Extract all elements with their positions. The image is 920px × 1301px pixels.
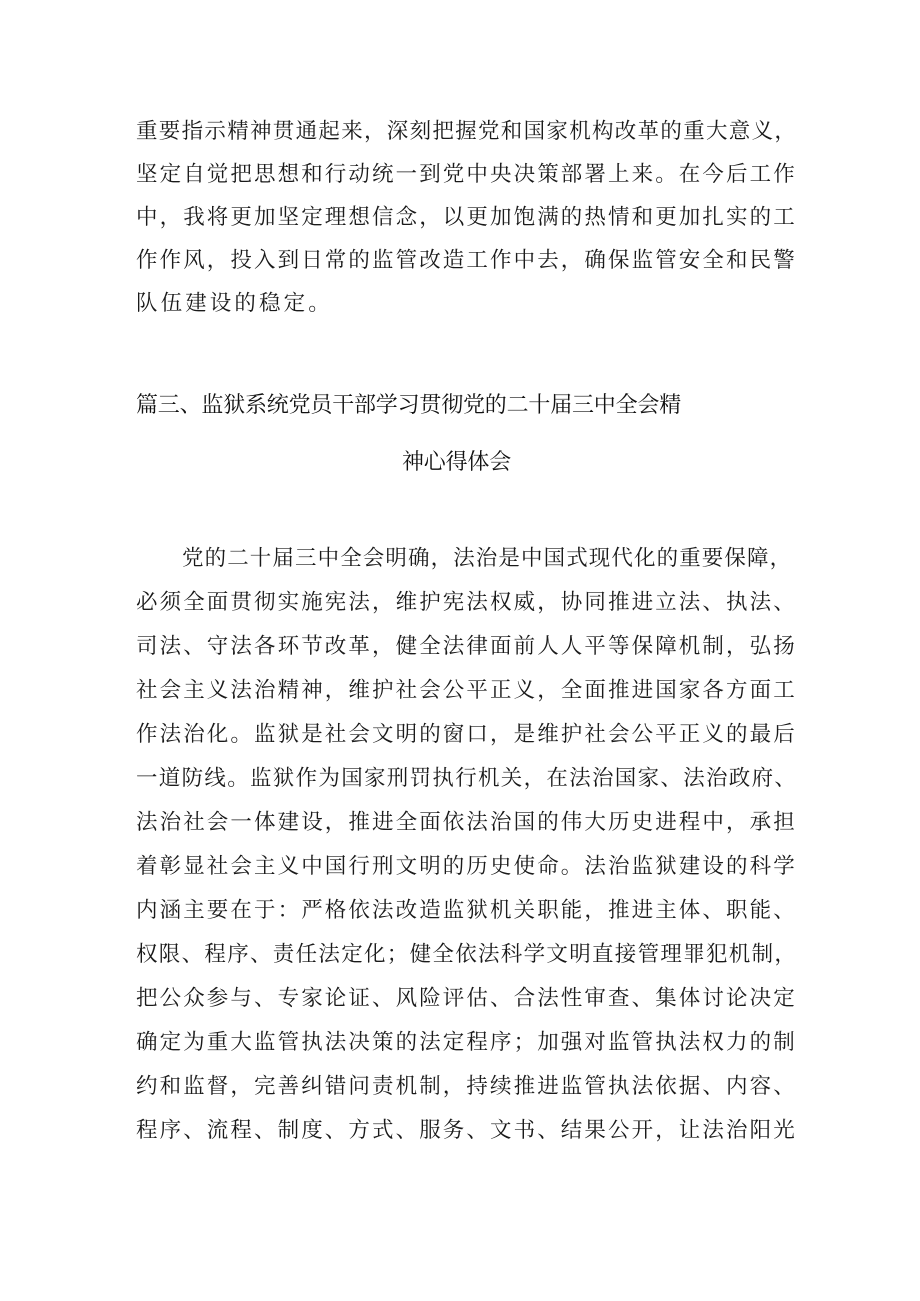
body-line-3: 司法、守法各环节改革，健全法律面前人人平等保障机制，弘扬: [136, 634, 797, 659]
body-line-2: 必须全面贯彻实施宪法，维护宪法权威，协同推进立法、执法、: [136, 590, 797, 615]
body-line-4: 社会主义法治精神，维护社会公平正义，全面推进国家各方面工: [136, 678, 797, 703]
intro-line-3: 中，我将更加坚定理想信念，以更加饱满的热情和更加扎实的工: [136, 205, 797, 230]
body-line-11: 把公众参与、专家论证、风险评估、合法性审查、集体讨论决定: [136, 986, 797, 1011]
body-line-13: 约和监督，完善纠错问责机制，持续推进监管执法依据、内容、: [136, 1074, 797, 1099]
body-line-10: 权限、程序、责任法定化；健全依法科学文明直接管理罪犯机制，: [136, 942, 798, 967]
body-line-12: 确定为重大监管执法决策的法定程序；加强对监管执法权力的制: [136, 1030, 797, 1055]
intro-line-2: 坚定自觉把思想和行动统一到党中央决策部署上来。在今后工作: [136, 162, 797, 187]
body-line-6: 一道防线。监狱作为国家刑罚执行机关，在法治国家、法治政府、: [136, 766, 798, 791]
body-line-5: 作法治化。监狱是社会文明的窗口，是维护社会公平正义的最后: [136, 722, 797, 747]
intro-line-5: 队伍建设的稳定。: [136, 291, 333, 316]
body-line-7: 法治社会一体建设，推进全面依法治国的伟大历史进程中，承担: [136, 810, 797, 835]
body-line-1: 党的二十届三中全会明确，法治是中国式现代化的重要保障，: [182, 546, 793, 571]
body-line-9: 内涵主要在于：严格依法改造监狱机关职能，推进主体、职能、: [136, 898, 797, 923]
section-title-line-1: 篇三、监狱系统党员干部学习贯彻党的二十届三中全会精: [136, 393, 682, 418]
intro-line-4: 作作风，投入到日常的监管改造工作中去，确保监管安全和民警: [136, 248, 797, 273]
intro-line-1: 重要指示精神贯通起来，深刻把握党和国家机构改革的重大意义，: [136, 119, 798, 144]
body-line-8: 着彰显社会主义中国行刑文明的历史使命。法治监狱建设的科学: [136, 854, 797, 879]
body-line-14: 程序、流程、制度、方式、服务、文书、结果公开，让法治阳光: [136, 1118, 797, 1143]
section-title-line-2: 神心得体会: [402, 450, 512, 475]
